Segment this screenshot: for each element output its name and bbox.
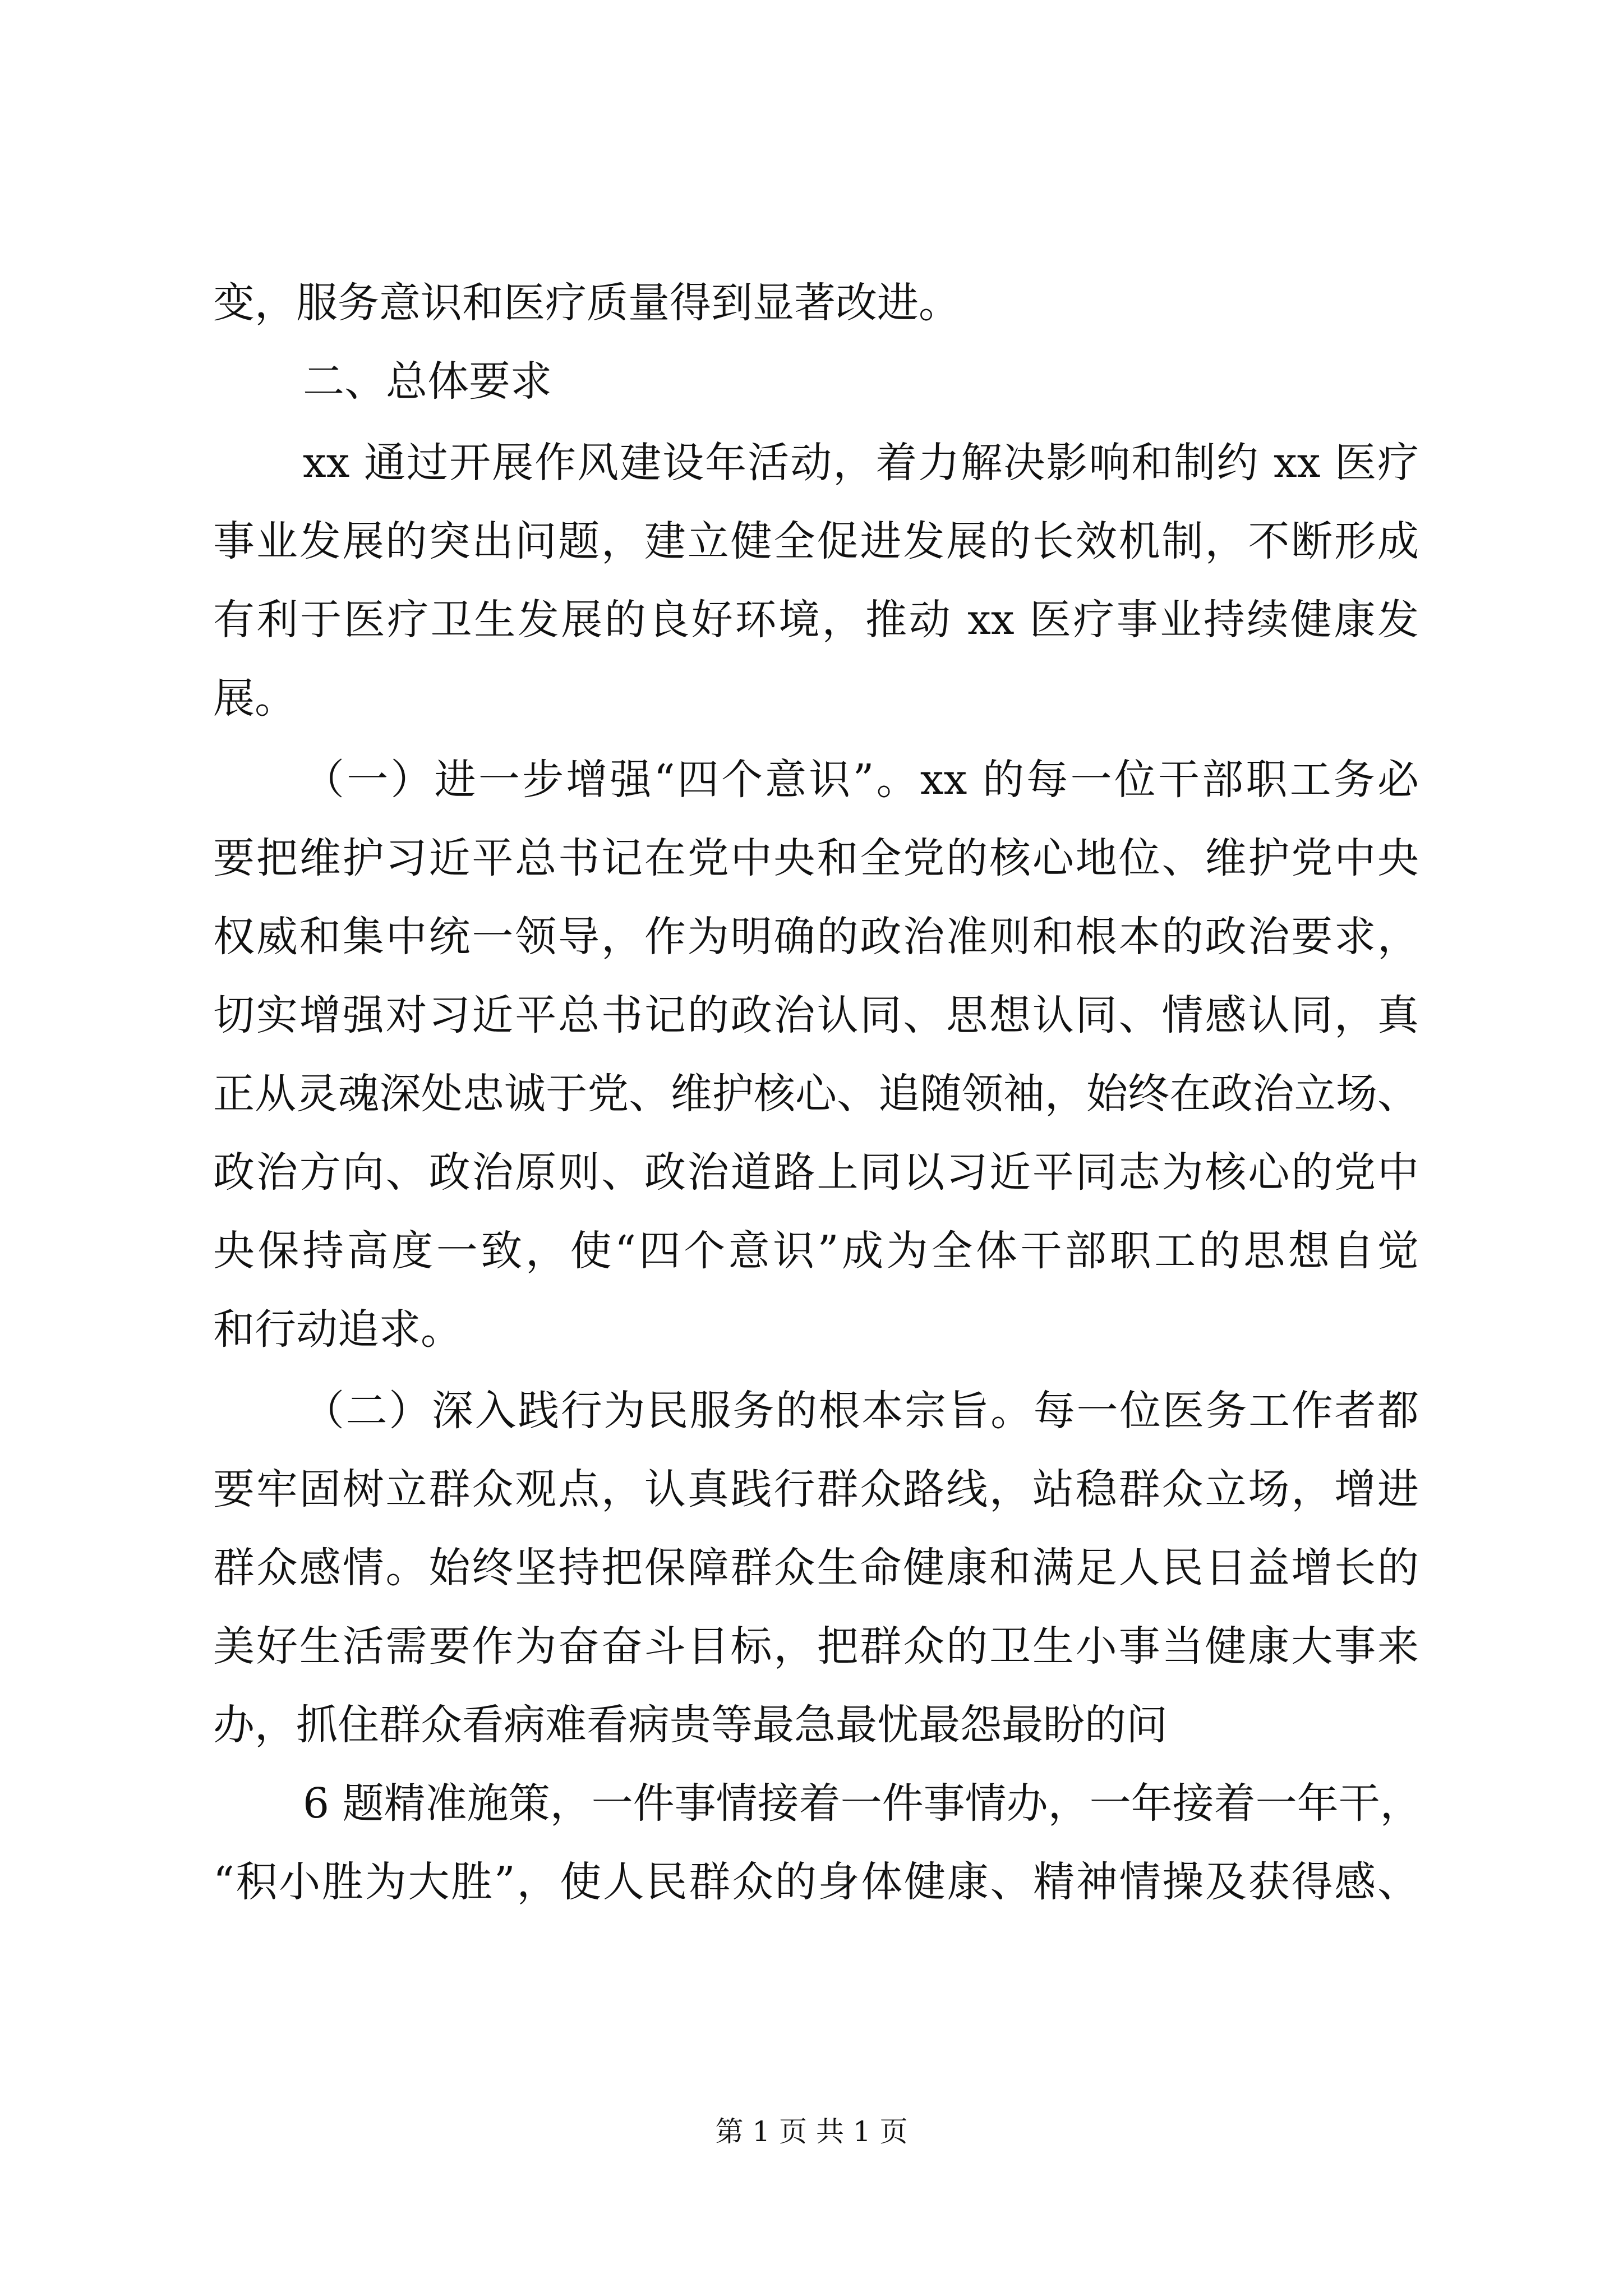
- text-line: 有利于医疗卫生发展的良好环境，推动 xx 医疗事业持续健康发: [213, 596, 1419, 644]
- text-line: 正从灵魂深处忠诚于党、维护核心、追随领袖，始终在政治立场、: [213, 1070, 1419, 1118]
- text-line: 权威和集中统一领导，作为明确的政治准则和根本的政治要求，: [213, 913, 1419, 961]
- text-line: xx 通过开展作风建设年活动，着力解决影响和制约 xx 医疗: [303, 439, 1419, 487]
- text-line: 要把维护习近平总书记在党中央和全党的核心地位、维护党中央: [213, 834, 1419, 882]
- text-line: 变，服务意识和医疗质量得到显著改进。: [213, 279, 960, 327]
- text-line: 办，抓住群众看病难看病贵等最急最忧最怨最盼的问: [213, 1701, 1168, 1749]
- text-line: “积小胜为大胜”，使人民群众的身体健康、精神情操及获得感、: [213, 1858, 1419, 1906]
- page-number-footer: 第 1 页 共 1 页: [715, 2115, 908, 2148]
- text-line: 和行动追求。: [213, 1305, 462, 1354]
- text-line: （一）进一步增强“四个意识”。xx 的每一位干部职工务必: [303, 756, 1419, 804]
- text-line: 央保持高度一致，使“四个意识”成为全体干部职工的思想自觉: [213, 1227, 1419, 1275]
- text-line: 群众感情。始终坚持把保障群众生命健康和满足人民日益增长的: [213, 1544, 1419, 1592]
- text-line: 政治方向、政治原则、政治道路上同以习近平同志为核心的党中: [213, 1148, 1419, 1197]
- text-line: 事业发展的突出问题，建立健全促进发展的长效机制，不断形成: [213, 517, 1419, 565]
- text-line: 美好生活需要作为奋奋斗目标，把群众的卫生小事当健康大事来: [213, 1622, 1419, 1671]
- section-heading: 二、总体要求: [303, 357, 552, 406]
- text-line: 6 题精准施策，一件事情接着一件事情办，一年接着一年干，: [303, 1779, 1422, 1828]
- text-line: 要牢固树立群众观点，认真践行群众路线，站稳群众立场，增进: [213, 1465, 1419, 1513]
- text-line: 展。: [213, 674, 296, 723]
- text-line: 切实增强对习近平总书记的政治认同、思想认同、情感认同，真: [213, 991, 1419, 1039]
- text-line: （二）深入践行为民服务的根本宗旨。每一位医务工作者都: [303, 1387, 1419, 1435]
